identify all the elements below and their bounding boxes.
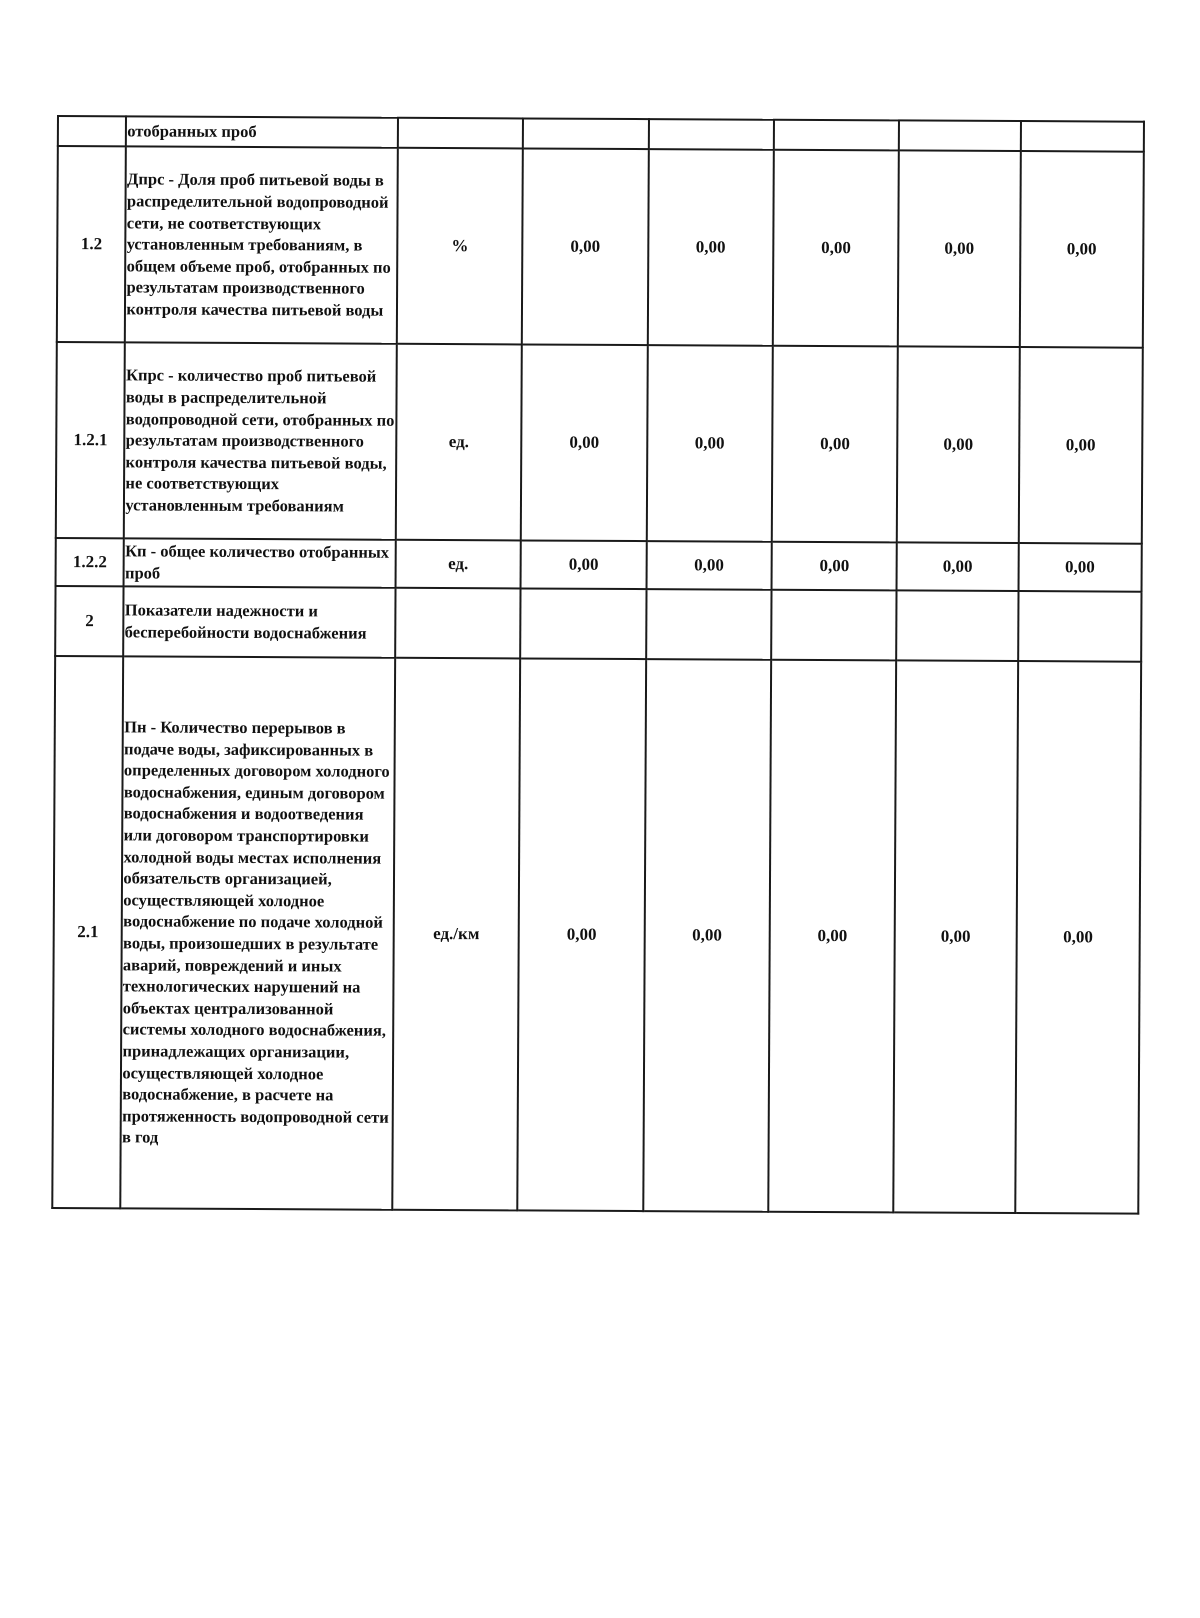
unit-cell: ед./км — [392, 658, 520, 1211]
value-cell — [648, 119, 774, 150]
value-cell: 0,00 — [897, 542, 1018, 591]
indicator-description: отобранных проб — [126, 116, 398, 147]
value-cell: 0,00 — [518, 658, 646, 1211]
value-cell: 0,00 — [1015, 661, 1141, 1214]
value-cell: 0,00 — [898, 150, 1020, 347]
row-number: 2.1 — [52, 656, 123, 1208]
value-cell: 0,00 — [897, 346, 1019, 543]
indicator-description: Пн - Количество перерывов в подаче воды, зафиксированных в определенных договором холодного водоснабжения, единым договором водоснабжения и водоотведения или договором транспортировки холодной воды местах исполнения обязательств организацией, осуществляющей холодное водоснабжение по подаче холодной воды, произошедших в результате аварий, повреждений и иных технологических нарушений на объектах централизованной системы холодного водоснабжения, принадлежащих организации, осуществляющей холодное водоснабжение, в расчете на протяженность водопроводной сети в год — [121, 656, 395, 1209]
value-cell: 0,00 — [773, 150, 899, 347]
value-cell — [646, 589, 772, 660]
unit-cell — [398, 118, 524, 149]
value-cell — [771, 590, 897, 661]
unit-cell — [395, 588, 521, 659]
indicator-description: Дпрс - Доля проб питьевой воды в распределительной водопроводной сети, не соответствующих установленным требованиям, в общем объеме проб, отобранных по результатам производственного контроля качества питьевой воды — [125, 146, 398, 343]
table-row — [55, 586, 1141, 662]
value-cell: 0,00 — [1018, 347, 1142, 544]
unit-cell: % — [397, 148, 523, 345]
value-cell: 0,00 — [647, 149, 773, 346]
value-cell: 0,00 — [894, 660, 1018, 1213]
value-cell — [1020, 121, 1144, 152]
row-number: 1.2 — [57, 146, 126, 342]
value-cell: 0,00 — [646, 541, 772, 590]
value-cell: 0,00 — [643, 659, 771, 1212]
row-number: 1.2.1 — [56, 342, 125, 538]
value-cell — [523, 118, 649, 149]
table-row — [52, 656, 1141, 1214]
table-row — [57, 146, 1144, 348]
row-number — [58, 116, 127, 146]
value-cell: 0,00 — [521, 344, 647, 541]
indicator-description: Показатели надежности и бесперебойности водоснабжения — [124, 586, 396, 657]
indicators-table — [51, 115, 1145, 1215]
unit-cell: ед. — [395, 540, 521, 589]
value-cell: 0,00 — [768, 660, 896, 1213]
indicator-description: Кпрс - количество проб питьевой воды в распределительной водопроводной сети, отобранных по результатам производственного контроля качества питьевой воды, не соответствующих установленным требованиям — [124, 342, 397, 539]
table-row — [56, 342, 1143, 544]
value-cell: 0,00 — [1018, 543, 1142, 592]
value-cell: 0,00 — [772, 346, 898, 543]
value-cell: 0,00 — [772, 542, 898, 591]
value-cell — [897, 590, 1019, 661]
unit-cell: ед. — [396, 344, 522, 541]
value-cell: 0,00 — [646, 345, 772, 542]
value-cell — [520, 588, 646, 659]
table-row — [56, 538, 1142, 592]
row-number: 2 — [55, 586, 124, 656]
value-cell — [899, 120, 1020, 151]
value-cell: 0,00 — [522, 148, 648, 345]
document-sheet — [51, 115, 1145, 1215]
value-cell — [1018, 591, 1142, 662]
value-cell: 0,00 — [1019, 151, 1143, 348]
indicator-description: Кп - общее количество отобранных проб — [124, 538, 396, 587]
row-number: 1.2.2 — [56, 538, 125, 586]
value-cell: 0,00 — [521, 540, 647, 589]
value-cell — [774, 120, 900, 151]
